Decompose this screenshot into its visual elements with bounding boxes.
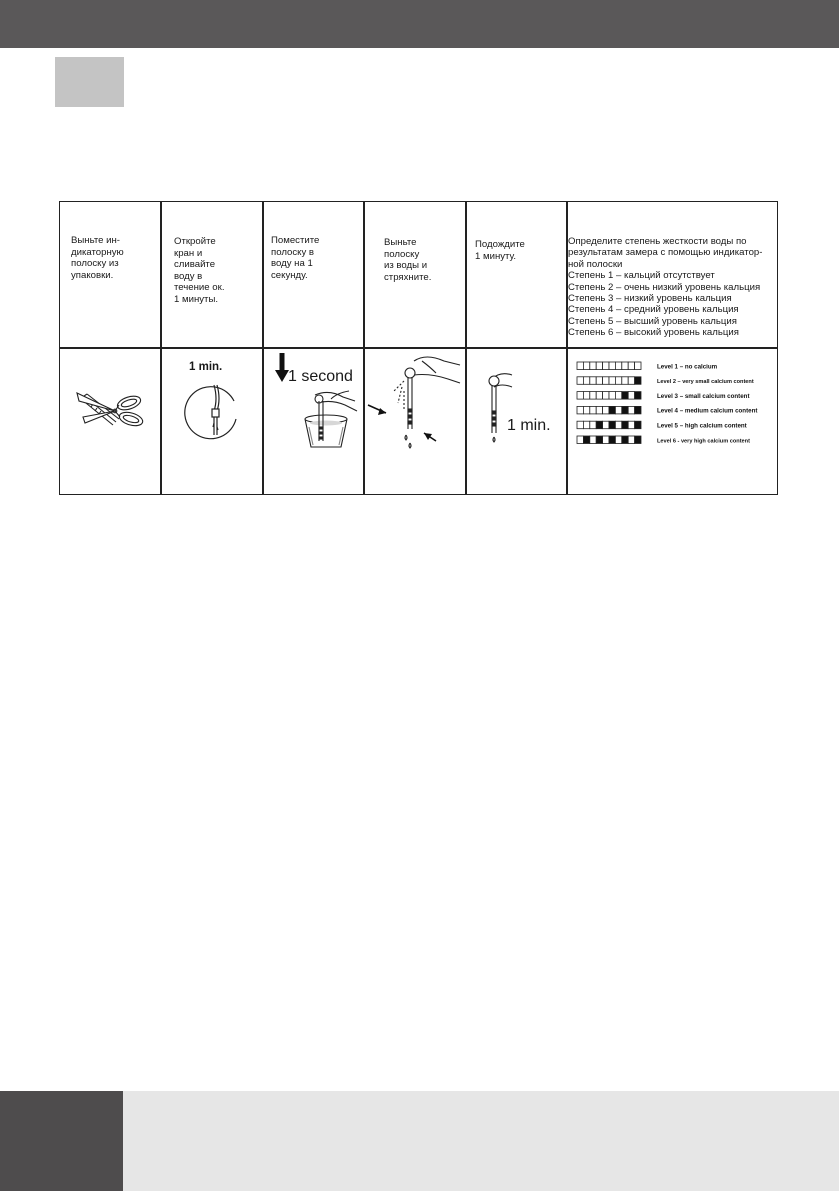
level-cell-empty xyxy=(628,421,634,429)
level-cell-empty xyxy=(577,362,583,370)
level-cell-empty xyxy=(596,392,602,400)
wait-strip-illustration xyxy=(484,367,514,447)
step-5-text: Подождите 1 минуту. xyxy=(475,239,525,262)
instruction-table xyxy=(59,201,778,495)
level-row xyxy=(577,377,754,385)
level-cell-empty xyxy=(635,362,641,370)
level-cell-empty xyxy=(583,362,589,370)
level-cell-empty xyxy=(628,436,634,444)
level-cell-empty xyxy=(596,406,602,414)
step-4-text: Выньте полоску из воды и стряхните. xyxy=(384,237,432,283)
level-cell-filled xyxy=(635,421,641,429)
level-cell-filled xyxy=(583,436,589,444)
level-cell-empty xyxy=(596,362,602,370)
level-label: Level 4 – medium calcium content xyxy=(657,407,758,415)
level-cell-empty xyxy=(628,406,634,414)
level-cell-filled xyxy=(609,406,615,414)
level-cell-empty xyxy=(577,421,583,429)
level-cell-empty xyxy=(609,377,615,385)
level-cell-empty xyxy=(603,406,609,414)
level-cell-empty xyxy=(615,362,621,370)
shake-strip-illustration xyxy=(364,351,464,451)
column-divider xyxy=(160,201,162,495)
level-cell-empty xyxy=(609,392,615,400)
level-cell-empty xyxy=(577,392,583,400)
level-cell-filled xyxy=(635,377,641,385)
footer-band xyxy=(123,1091,839,1191)
level-cell-filled xyxy=(622,406,628,414)
level-cell-empty xyxy=(622,362,628,370)
level-cell-filled xyxy=(596,421,602,429)
level-cell-filled xyxy=(622,392,628,400)
level-cell-empty xyxy=(590,406,596,414)
header-bar xyxy=(0,0,839,48)
column-divider xyxy=(465,201,467,495)
level-cell-empty xyxy=(609,362,615,370)
level-cell-empty xyxy=(603,392,609,400)
level-cell-empty xyxy=(603,421,609,429)
level-row xyxy=(577,362,718,370)
level-cell-filled xyxy=(609,436,615,444)
level-label: Level 2 – very small calcium content xyxy=(657,379,754,386)
level-cell-empty xyxy=(590,377,596,385)
level-label: Level 6 - very high calcium content xyxy=(657,438,750,445)
level-row xyxy=(577,406,757,414)
level-cell-empty xyxy=(596,377,602,385)
step-3-image-label: 1 second xyxy=(288,368,353,385)
level-cell-empty xyxy=(628,362,634,370)
row-divider xyxy=(59,347,778,349)
level-row xyxy=(577,436,750,444)
faucet-illustration xyxy=(184,379,244,441)
level-cell-empty xyxy=(583,421,589,429)
glass-dip-illustration xyxy=(295,387,361,449)
level-cell-empty xyxy=(577,436,583,444)
level-cell-empty xyxy=(615,436,621,444)
level-cell-empty xyxy=(628,392,634,400)
level-cell-empty xyxy=(603,362,609,370)
level-cell-empty xyxy=(577,406,583,414)
section-marker xyxy=(55,57,124,107)
level-cell-filled xyxy=(609,421,615,429)
level-cell-empty xyxy=(577,377,583,385)
level-cell-empty xyxy=(583,406,589,414)
level-label: Level 1 – no calcium xyxy=(657,363,718,371)
level-cell-filled xyxy=(635,436,641,444)
scissors-illustration xyxy=(73,381,153,441)
level-row xyxy=(577,392,750,400)
level-cell-empty xyxy=(615,406,621,414)
footer-page-block xyxy=(0,1091,123,1191)
level-cell-empty xyxy=(615,377,621,385)
level-cell-empty xyxy=(615,421,621,429)
level-cell-filled xyxy=(596,436,602,444)
level-label: Level 3 – small calcium content xyxy=(657,392,750,400)
level-cell-empty xyxy=(583,377,589,385)
step-2-image-label: 1 min. xyxy=(189,361,223,373)
level-cell-filled xyxy=(622,421,628,429)
level-cell-empty xyxy=(622,377,628,385)
step-6-text: Определите степень жесткости воды по результатам замера с помощью индикатор- ной полоски Степень 1 – кальций отсутствует Степень 2 – очень низкий уровень кальция Степень 3 – низкий уровень кальция Степень 4 – средний уровень кальция Степень 5 – высший уровень кальция Степень 6 – высокий уровень кальция xyxy=(568,236,763,339)
level-cell-empty xyxy=(590,392,596,400)
step-1-text: Выньте ин- дикаторную полоску из упаковки. xyxy=(71,235,124,281)
level-row xyxy=(577,421,747,429)
step-5-image-label: 1 min. xyxy=(507,417,551,434)
level-cell-empty xyxy=(603,436,609,444)
step-3-text: Поместите полоску в воду на 1 секунду. xyxy=(271,235,320,281)
level-cell-empty xyxy=(603,377,609,385)
level-cell-filled xyxy=(635,406,641,414)
calcium-level-chart xyxy=(575,359,775,449)
level-cell-empty xyxy=(583,392,589,400)
level-cell-empty xyxy=(615,392,621,400)
level-cell-filled xyxy=(635,392,641,400)
level-label: Level 5 – high calcium content xyxy=(657,422,747,430)
column-divider xyxy=(262,201,264,495)
level-cell-empty xyxy=(590,421,596,429)
level-cell-empty xyxy=(590,362,596,370)
level-cell-empty xyxy=(590,436,596,444)
level-cell-empty xyxy=(628,377,634,385)
step-2-text: Откройте кран и сливайте воду в течение ок. 1 минуты. xyxy=(174,236,225,305)
down-arrow-icon xyxy=(275,353,289,383)
level-cell-filled xyxy=(622,436,628,444)
